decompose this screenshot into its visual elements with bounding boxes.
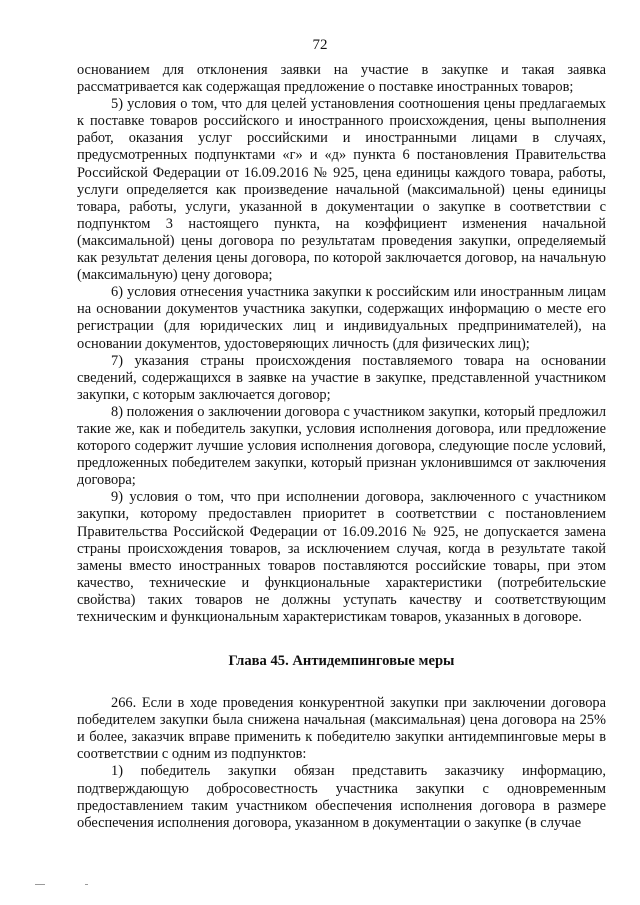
scan-artifact-mark bbox=[35, 884, 45, 885]
paragraph: 8) положения о заключении договора с участником закупки, который предложил такие же, как и победитель закупки, условия исполнения договора, или предложение которого содержит лучшие условия исполнения договора, следующие после условий, предложенных победителем закупки, который признан уклонившимся от заключения договора; bbox=[77, 403, 606, 489]
paragraph: основанием для отклонения заявки на участие в закупке и такая заявка рассматривается как содержащая предложение о поставке иностранных товаров; bbox=[77, 62, 606, 96]
paragraph: 7) указания страны происхождения поставляемого товара на основании сведений, содержащихся в заявке на участие в закупке, представленной участником закупки, с которым заключается договор; bbox=[77, 352, 606, 403]
document-body bbox=[77, 62, 606, 832]
paragraph: 6) условия отнесения участника закупки к российским или иностранным лицам на основании документов участника закупки, содержащих информацию о месте его регистрации (для юридических лиц и индивидуальных предпринимателей), на основании документов, удостоверяющих личность (для физических лиц); bbox=[77, 284, 606, 352]
chapter-heading: Глава 45. Антидемпинговые меры bbox=[228, 653, 455, 670]
paragraph: 1) победитель закупки обязан представить заказчику информацию, подтверждающую добросовестность участника закупки с одновременным предоставлением таким участником обеспечения исполнения договора в размере обеспечения исполнения договора, указанном в документации о закупке (в случае bbox=[77, 763, 606, 831]
paragraph: 9) условия о том, что при исполнении договора, заключенного с участником закупки, которому предоставлен приоритет в соответствии с постановлением Правительства Российской Федерации от 16.09.2016 № 925, не допускается замена страны происхождения товаров, за исключением случая, когда в результате такой замены вместо иностранных товаров поставляются российские товары, при этом качество, технические и функциональные характеристики (потребительские свойства) таких товаров не должны уступать качеству и соответствующим техническим и функциональным характеристикам товаров, указанных в договоре. bbox=[77, 489, 606, 625]
scan-artifact-mark bbox=[85, 884, 88, 885]
page-number: 72 bbox=[312, 37, 328, 53]
paragraphs-before-chapter bbox=[77, 62, 606, 626]
paragraph: 5) условия о том, что для целей установления соотношения цены предлагаемых к поставке товаров российского и иностранного происхождения, цены выполнения работ, оказания услуг российскими и иностранными лицами в случаях, предусмотренных подпунктами «г» и «д» пункта 6 постановления Правительства Российской Федерации от 16.09.2016 № 925, цена единицы каждого товара, работы, услуги определяется как произведение начальной (максимальной) цены единицы товара, работы, услуги, указанной в документации о закупке в соответствии с подпунктом 3 настоящего пункта, на коэффициент изменения начальной (максимальной) цены договора по результатам проведения закупки, определяемый как результат деления цены договора, по которой заключается договор, на начальную (максимальную) цену договора; bbox=[77, 96, 606, 284]
paragraph: 266. Если в ходе проведения конкурентной закупки при заключении договора победителем закупки была снижена начальная (максимальная) цена договора на 25% и более, заказчик вправе применить к победителю закупки антидемпинговые меры в соответствии с одним из подпунктов: bbox=[77, 695, 606, 763]
paragraphs-after-chapter bbox=[77, 695, 606, 832]
